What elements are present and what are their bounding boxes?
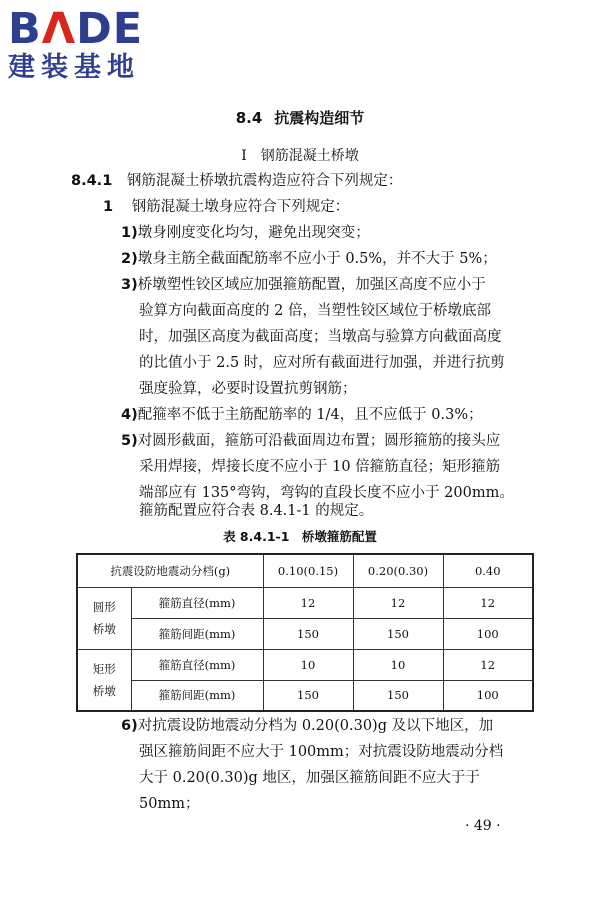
table-row [77,587,533,618]
subsection-roman: Ⅰ [241,148,247,164]
table-row [77,680,533,711]
subitem-6 [121,717,493,735]
subitem-number: 1) [121,225,138,241]
subitem-3 [121,276,486,294]
subitem-text: 对圆形截面，箍筋可沿截面周边布置；圆形箍筋的接头应 [137,433,501,449]
table-header-row [77,554,533,587]
item-text: 钢筋混凝土墩身应符合下列规定： [131,199,350,215]
clause-number: 8.4.1 [71,173,113,189]
group-label [77,649,131,711]
clause-8-4-1 [71,172,402,190]
stirrup-config-table [76,553,534,712]
subitem-6-line-2: 强区箍筋间距不应大于 100mm；对抗震设防地震动分档 [139,744,504,760]
row-label: 箍筋直径(mm) [131,587,263,618]
header-cell: 0.20(0.30) [353,554,443,587]
table-cell: 12 [353,587,443,618]
header-label: 抗震设防地震动分档(g) [77,554,263,587]
row-label: 箍筋直径(mm) [131,649,263,680]
subitem-3-line-3: 时，加强区高度为截面高度；当墩高与验算方向截面高度 [139,329,502,345]
subitem-number: 5) [121,433,138,449]
page-number: · 49 · [465,818,501,834]
subitem-5-line-3: 端部应有 135°弯钩，弯钩的直段长度不应小于 200mm。 [139,485,514,501]
subitem-2 [121,250,497,268]
table-cell: 100 [443,680,533,711]
subitem-6-line-3: 大于 0.20(0.30)g 地区，加强区箍筋间距不应大于于 [139,770,480,786]
header-cell: 0.10(0.15) [263,554,353,587]
table-cell: 12 [443,649,533,680]
subitem-5-line-4: 箍筋配置应符合表 8.4.1-1 的规定。 [139,503,374,519]
subitem-text: 配箍率不低于主筋配筋率的 1/4，且不应低于 0.3%； [137,407,483,423]
subsection-title-text: 钢筋混凝土桥墩 [260,148,359,164]
item-number: 1 [103,199,114,215]
table-cell: 150 [353,618,443,649]
section-title-text: 抗震构造细节 [274,109,365,127]
row-label: 箍筋间距(mm) [131,618,263,649]
clause-text: 钢筋混凝土桥墩抗震构造应符合下列规定： [126,173,403,189]
subitem-text: 对抗震设防地震动分档为 0.20(0.30)g 及以下地区，加 [137,718,494,734]
subitem-text: 桥墩塑性铰区域应加强箍筋配置，加强区高度不应小于 [137,277,486,293]
group-label-bottom: 桥墩 [92,622,116,636]
logo-chinese-name: 建装基地 [8,52,140,83]
group-label [77,587,131,649]
table-cell: 150 [353,680,443,711]
subitem-3-line-5: 强度验算，必要时设置抗剪钢筋； [139,381,357,397]
subitem-5 [121,432,500,450]
group-label-top: 圆形 [92,600,116,614]
table-cell: 10 [353,649,443,680]
subitem-5-line-2: 采用焊接，焊接长度不应小于 10 倍箍筋直径；矩形箍筋 [139,459,501,475]
logo-wordmark [8,6,183,52]
table-cell: 100 [443,618,533,649]
table-cell: 150 [263,680,353,711]
subitem-text: 墩身刚度变化均匀，避免出现突变； [137,225,370,241]
item-1 [103,198,349,216]
table-cell: 10 [263,649,353,680]
subitem-number: 2) [121,251,138,267]
section-title [0,107,600,128]
subitem-number: 6) [121,718,138,734]
row-label: 箍筋间距(mm) [131,680,263,711]
table-title: 表 8.4.1-1 桥墩箍筋配置 [223,529,377,544]
table-row [77,649,533,680]
table-cell: 12 [263,587,353,618]
table-row [77,618,533,649]
subitem-6-line-4: 50mm； [139,796,200,812]
subitem-1 [121,224,370,242]
table-cell: 150 [263,618,353,649]
subitem-text: 墩身主筋全截面配筋率不应小于 0.5%，并不大于 5%； [137,251,497,267]
logo-letter-b: B [8,4,42,54]
brand-logo [8,6,183,90]
group-label-top: 矩形 [92,661,116,676]
header-cell: 0.40 [443,554,533,587]
table-cell: 12 [443,587,533,618]
subitem-4 [121,406,483,424]
subitem-number: 4) [121,407,138,423]
subitem-number: 3) [121,277,138,293]
subitem-3-line-4: 的比值小于 2.5 时，应对所有截面进行加强，并进行抗剪 [139,355,505,371]
section-number: 8.4 [235,109,263,127]
subsection-title [0,145,600,165]
logo-letters-de: DE [76,4,144,54]
logo-letter-a: Λ [41,4,77,54]
group-label-bottom: 桥墩 [92,683,116,698]
subitem-3-line-2: 验算方向截面高度的 2 倍，当塑性铰区域位于桥墩底部 [139,303,491,319]
